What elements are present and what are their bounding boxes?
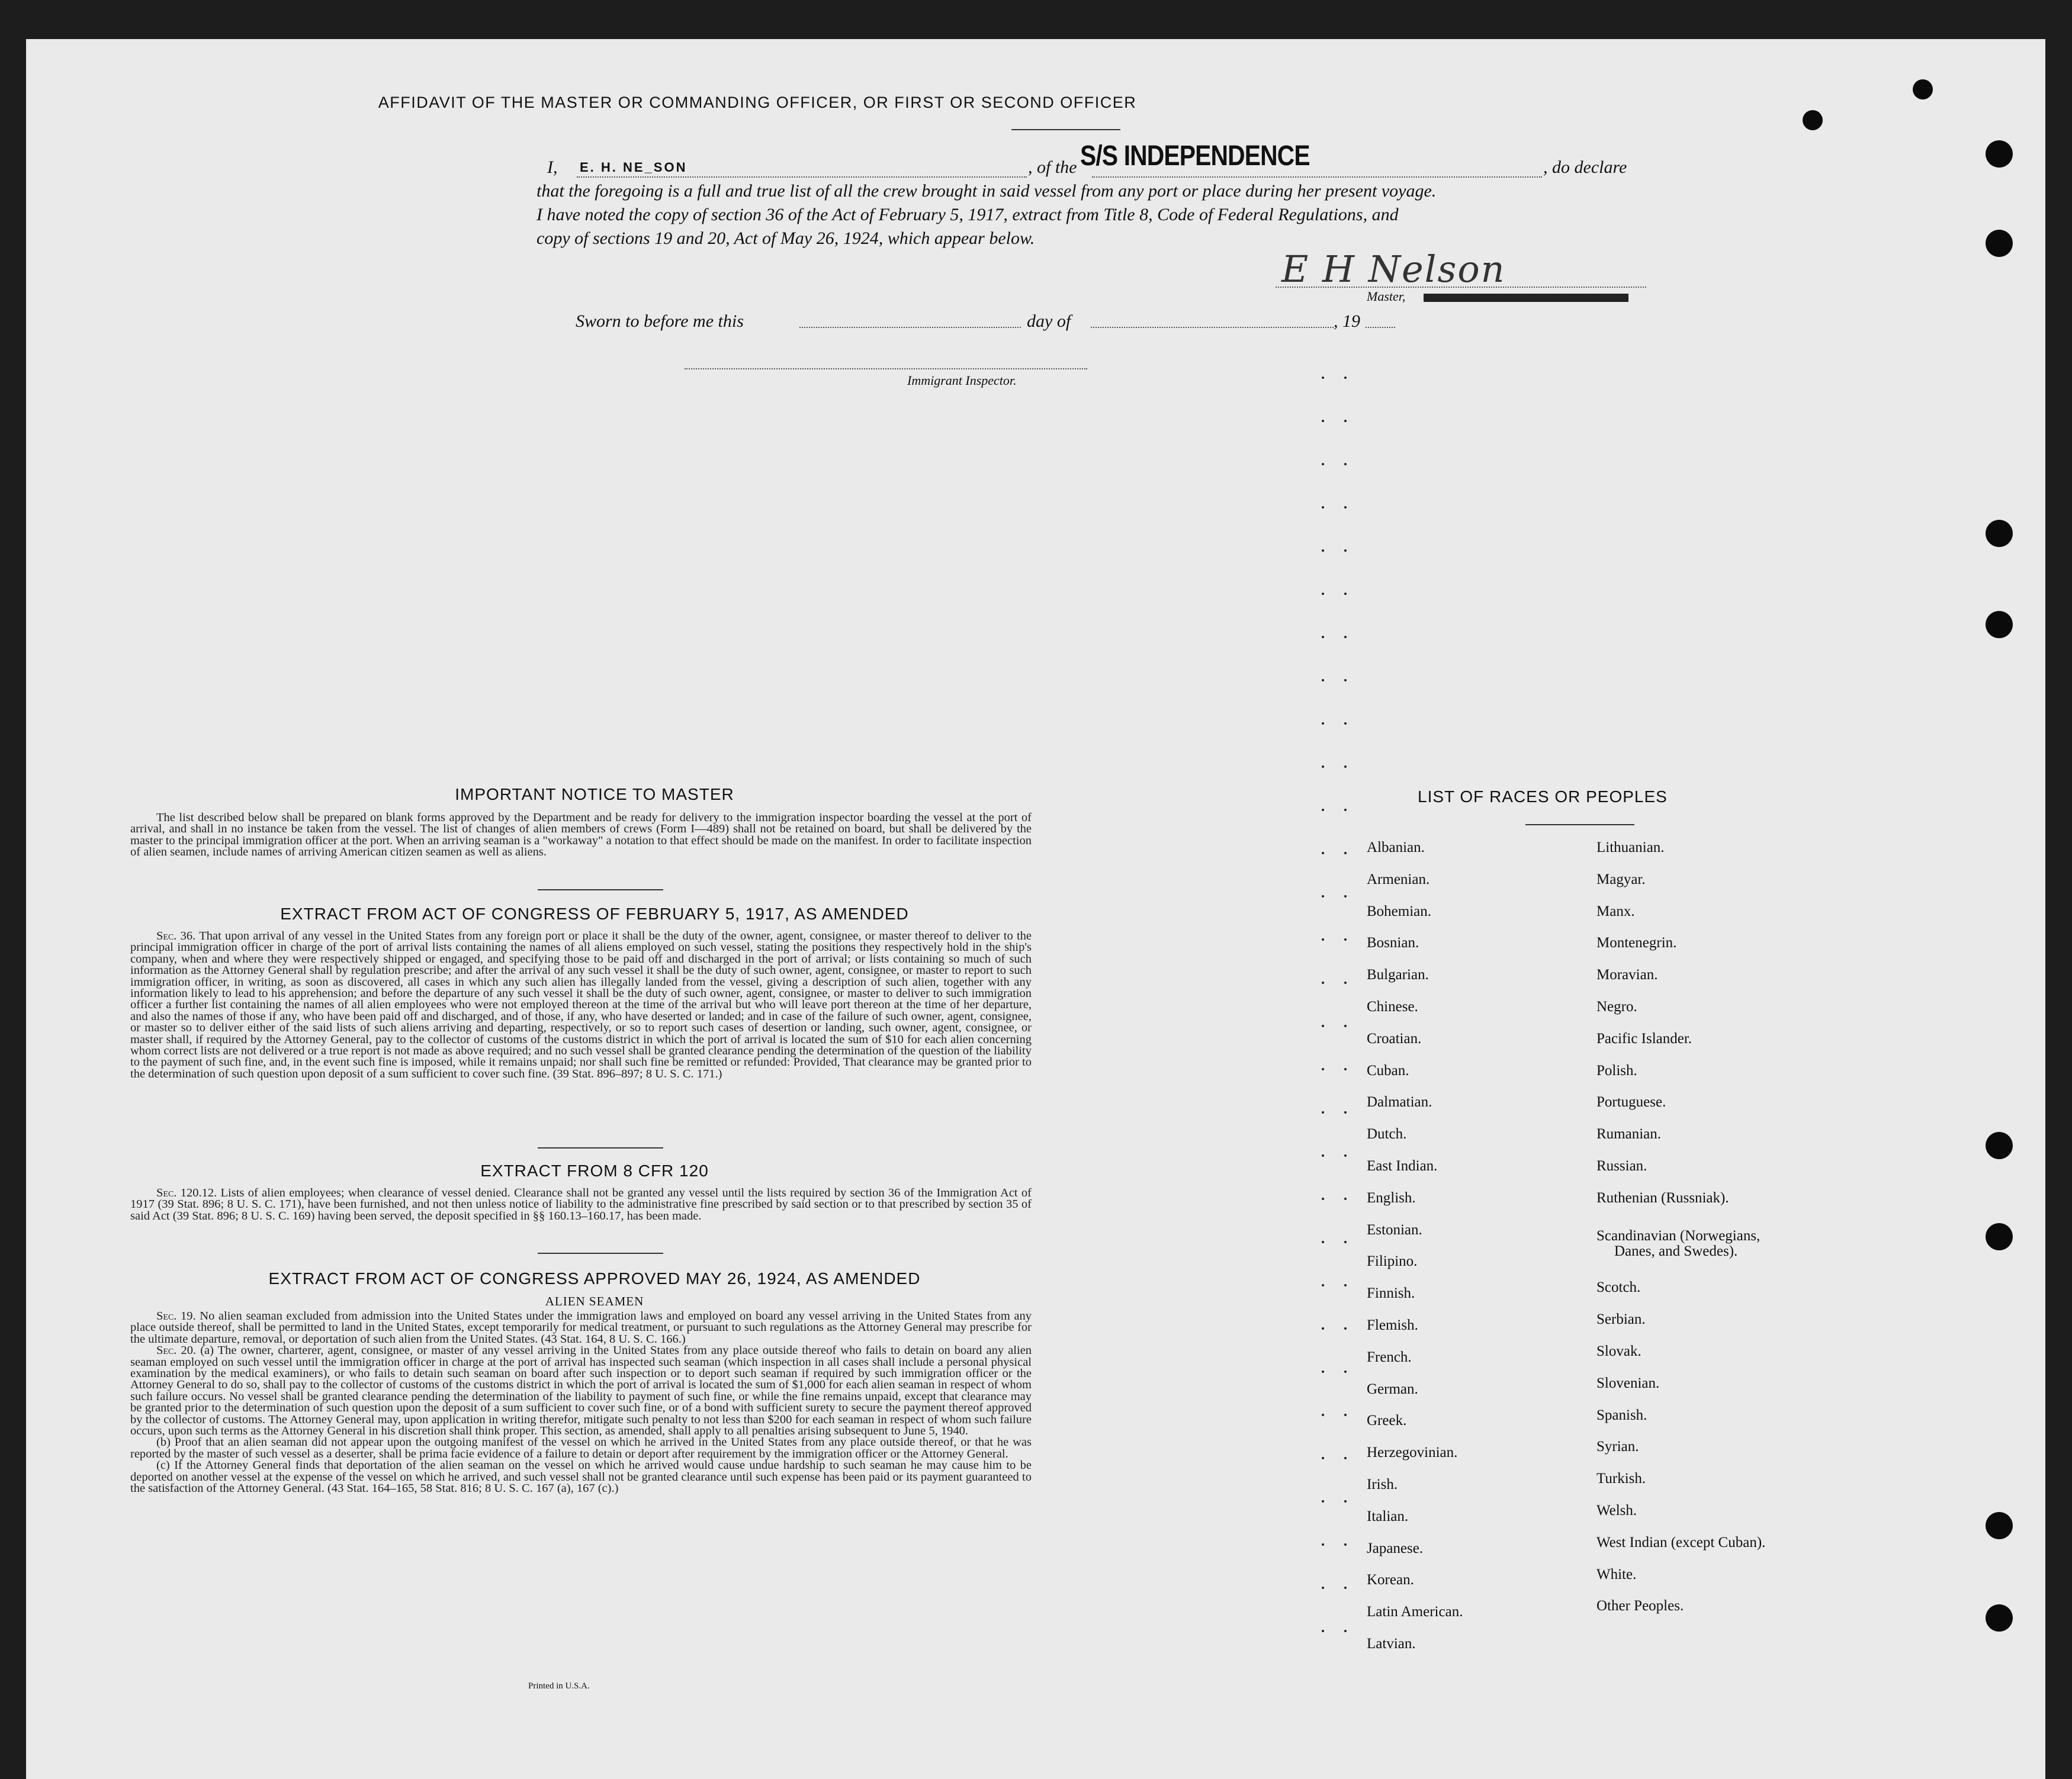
guide-dot: [1322, 722, 1324, 725]
guide-dot: [1344, 1154, 1347, 1157]
race-item: Danes, and Swedes).: [1614, 1243, 1738, 1259]
guide-dot: [1344, 1068, 1347, 1070]
race-item: English.: [1367, 1189, 1416, 1206]
signature-line: [1276, 287, 1646, 288]
title-divider: [1011, 129, 1120, 130]
race-item: Other Peoples.: [1596, 1598, 1684, 1614]
guide-dot: [1322, 1025, 1324, 1027]
guide-dot: [1322, 938, 1324, 941]
race-item: Serbian.: [1596, 1311, 1646, 1328]
extract-1917-title: EXTRACT FROM ACT OF CONGRESS OF FEBRUARY 5, 1917, AS AMENDED: [280, 905, 909, 923]
race-item: Bosnian.: [1367, 935, 1419, 951]
sec-120-label: Sec. 120.12.: [156, 1186, 217, 1199]
race-item: Ruthenian (Russniak).: [1596, 1189, 1729, 1206]
inspector-label: Immigrant Inspector.: [907, 373, 1017, 388]
sworn-month-line: [1091, 327, 1334, 328]
guide-dot: [1344, 1198, 1347, 1200]
race-item: West Indian (except Cuban).: [1596, 1534, 1766, 1550]
guide-dot: [1322, 895, 1324, 897]
guide-dot: [1344, 938, 1347, 941]
race-item: Albanian.: [1367, 839, 1425, 855]
sec-36-text: That upon arrival of any vessel in the United States from any foreign port or place it shall be the duty of the owner, agent, consignee, or master thereof to deliver to the principal immigration officer in charge of the port of arrival lists containing the names of all aliens employed on such vessel, stating the positions they respectively hold in the ship's company, when and where they were respectively shipped or engaged, and specifying those to be paid off and discharged in the port of arrival; or lists containing so much of such information as the Attorney General shall by regulation prescribe; and after the arrival of any such vessel it shall be the duty of such owner, agent, consignee, or master to report to such immigration officer, in writing, as soon as discovered, all cases in which any such alien has illegally landed from the vessel, giving a description of such alien, together with any information likely to lead to his apprehension; and before the departure of any such vessel it shall be the duty of such owner, agent, consignee, or master to deliver to such immigration officer a further list containing the names of all alien employees who were not employed thereon at the time of the arrival but who will leave port thereon at the time of her departure, and also the names of those if any, who have been paid off and discharged, and of those, if any, who have deserted or landed; and in case of the failure of such owner, agent, consignee, or master so to deliver either of the said lists of such aliens arriving and departing, respectively, or so to report such cases of desertion or landing, such owner, agent, consignee, or master shall, if required by the Attorney General, pay to the collector of customs of the customs district in which the port of arrival is located the sum of $10 for each alien concerning whom correct lists are not delivered or a true report is not made as above required; and no such vessel shall be granted clearance pending the determination of the question of the liability to the payment of such fine, and, in the event such fine is imposed, while it remains unpaid; nor shall such fine be remitted or refunded: Provided, That clearance may be granted prior to the determination of such question upon deposit of a sum sufficient to cover such fine. (39 Stat. 896–897; 8 U. S. C. 171.): [130, 929, 1032, 1080]
guide-dot: [1344, 1543, 1347, 1546]
race-item: Magyar.: [1596, 871, 1646, 887]
guide-dot: [1322, 765, 1324, 768]
guide-dot: [1344, 1327, 1347, 1330]
guide-dot: [1322, 377, 1324, 379]
guide-dot: [1344, 852, 1347, 854]
guide-dot: [1322, 1414, 1324, 1416]
race-item: Korean.: [1367, 1572, 1414, 1588]
guide-dot: [1322, 852, 1324, 854]
guide-dot: [1344, 1025, 1347, 1027]
struck-out-text: [1424, 294, 1628, 302]
race-item: Lithuanian.: [1596, 839, 1665, 855]
guide-dot: [1322, 1457, 1324, 1459]
race-item: Spanish.: [1596, 1407, 1647, 1423]
guide-dot: [1322, 506, 1324, 509]
guide-dot: [1344, 1111, 1347, 1114]
vessel-line: [1092, 176, 1542, 178]
race-item: Dutch.: [1367, 1126, 1407, 1143]
guide-dot: [1322, 420, 1324, 422]
race-item: Bulgarian.: [1367, 967, 1429, 983]
sec-120-text: Lists of alien employees; when clearance of vessel denied. Clearance shall not be granted any vessel until the lists required by section 36 of the Immigration Act of 1917 (39 Stat. 896; 8 U. S. C. 171), have been furnished, and not then unless notice of liability to the administrative fine prescribed by said section or to that prescribed by section 35 of said Act (39 Stat. 896; 8 U. S. C. 169) having been served, the deposit specified in §§ 160.13–160.17, has been made.: [130, 1186, 1032, 1223]
race-item: Latvian.: [1367, 1636, 1416, 1652]
guide-dot: [1322, 463, 1324, 465]
guide-dot: [1344, 895, 1347, 897]
race-item: White.: [1596, 1566, 1637, 1582]
year-line: [1366, 327, 1395, 328]
guide-dot: [1344, 679, 1347, 681]
race-item: French.: [1367, 1349, 1412, 1365]
day-of-label: day of: [1027, 311, 1071, 331]
guide-dot: [1344, 420, 1347, 422]
race-item: Rumanian.: [1596, 1126, 1662, 1143]
year-label: , 19: [1334, 311, 1360, 331]
sec-20a-text: (a) The owner, charterer, agent, consignee, or master of any vessel arriving in the United States from any place outside thereof who fails to detain on board any alien seaman employed on such vessel until the immigration officer in charge at the port of arrival has inspected such seaman (which inspection in all cases shall include a personal physical examination by the medical examiners), or who fails to detain such seaman on board after such inspection or to deport such seaman if required by such immigration officer or the Attorney General to do so, shall pay to the collector of customs of the customs district in which the port of arrival is located the sum of $1,000 for each alien seaman in respect of whom such failure occurs. No vessel shall be granted clearance pending the determination of the liability to payment of such fine, or while the fine remains unpaid, except that clearance may be granted prior to the determination of such question upon the deposit of a sum sufficient to cover such fine, or of a bond with sufficient surety to secure the payment thereof approved by the collector of customs. The Attorney General may, upon application in writing therefor, mitigate such penalty to not less than $200 for each seaman in respect of whom such failure occurs, upon such terms as the Attorney General in his discretion shall think proper. This section, as amended, shall apply to all penalties arising subsequent to June 5, 1940.: [130, 1344, 1032, 1438]
guide-dot: [1344, 636, 1347, 638]
extract-1924-title: EXTRACT FROM ACT OF CONGRESS APPROVED MAY 26, 1924, AS AMENDED: [268, 1269, 921, 1288]
guide-dot: [1322, 1500, 1324, 1503]
guide-dot: [1344, 463, 1347, 465]
race-item: Slovak.: [1596, 1343, 1641, 1359]
punch-hole: [1986, 230, 2013, 257]
race-item: Cuban.: [1367, 1062, 1409, 1079]
guide-dot: [1344, 809, 1347, 811]
race-item: Croatian.: [1367, 1030, 1422, 1047]
race-item: Scotch.: [1596, 1279, 1641, 1296]
extract-1917-text: [130, 931, 1032, 1080]
race-item: Moravian.: [1596, 967, 1658, 983]
guide-dot: [1344, 982, 1347, 984]
guide-dot: [1322, 549, 1324, 552]
race-item: Manx.: [1596, 903, 1635, 919]
race-item: Herzegovinian.: [1367, 1445, 1458, 1461]
sec-20-label: Sec. 20.: [156, 1344, 197, 1357]
punch-hole: [1986, 1223, 2013, 1250]
guide-dot: [1344, 1371, 1347, 1373]
race-item: Bohemian.: [1367, 903, 1432, 919]
guide-dot: [1322, 1630, 1324, 1632]
printed-label: Printed in U.S.A.: [528, 1681, 590, 1691]
race-item: Italian.: [1367, 1508, 1409, 1524]
cfr-title: EXTRACT FROM 8 CFR 120: [480, 1162, 709, 1180]
race-item: Dalmatian.: [1367, 1094, 1432, 1111]
guide-dot: [1344, 1284, 1347, 1286]
do-declare-label: , do declare: [1543, 157, 1627, 177]
race-item: Japanese.: [1367, 1540, 1424, 1556]
race-item: Welsh.: [1596, 1503, 1637, 1519]
guide-dot: [1344, 593, 1347, 595]
race-item: Syrian.: [1596, 1439, 1639, 1455]
notice-text: [130, 812, 1032, 858]
race-item: Scandinavian (Norwegians,: [1596, 1227, 1761, 1244]
cfr-text: [130, 1188, 1032, 1222]
guide-dot: [1322, 679, 1324, 681]
notice-divider: [538, 889, 663, 890]
signature-title: Master,: [1367, 289, 1406, 304]
cfr-divider: [538, 1253, 663, 1254]
guide-dot: [1322, 593, 1324, 595]
notice-paragraph: The list described below shall be prepared on blank forms approved by the Department and be ready for delivery to the immigration inspector boarding the vessel at the port of arrival, and shall in no instance be taken from the vessel. The list of changes of alien members of crews (Form I—489) shall not be retained on board, but shall be delivered by the master to the principal immigration officer at the port. When an arriving seaman is a "workaway" a notation to that effect should be made on the manifest. In order to facilitate inspection of alien seamen, include names of arriving American citizen seamen as well as aliens.: [130, 811, 1032, 859]
inspector-line: [685, 368, 1087, 369]
master-signature: E H Nelson: [1281, 247, 1506, 291]
race-item: Pacific Islander.: [1596, 1030, 1692, 1047]
guide-dot: [1322, 636, 1324, 638]
race-item: Flemish.: [1367, 1317, 1418, 1333]
extract-1917-divider: [538, 1147, 663, 1149]
guide-dot: [1322, 982, 1324, 984]
guide-dot: [1322, 1284, 1324, 1286]
guide-dot: [1344, 1414, 1347, 1416]
alien-seamen-subtitle: ALIEN SEAMEN: [545, 1294, 644, 1308]
sworn-label: Sworn to before me this: [576, 311, 744, 331]
punch-hole: [1986, 611, 2013, 638]
race-item: Filipino.: [1367, 1253, 1418, 1270]
race-item: Greek.: [1367, 1413, 1407, 1429]
vessel-name: S/S INDEPENDENCE: [1080, 140, 1310, 172]
race-item: Polish.: [1596, 1062, 1637, 1079]
notice-title: IMPORTANT NOTICE TO MASTER: [455, 785, 734, 803]
guide-dot: [1322, 1543, 1324, 1546]
races-divider: [1525, 824, 1634, 825]
guide-dot: [1322, 1587, 1324, 1589]
affidavit-line-2: that the foregoing is a full and true list of all the crew brought in said vessel from any port or place during her present voyage.: [537, 181, 1437, 201]
guide-dot: [1344, 506, 1347, 509]
guide-dot: [1322, 1327, 1324, 1330]
races-title: LIST OF RACES OR PEOPLES: [1418, 787, 1668, 806]
punch-hole: [1803, 110, 1823, 130]
guide-dot: [1344, 722, 1347, 725]
race-item: Turkish.: [1596, 1471, 1646, 1487]
guide-dot: [1322, 809, 1324, 811]
master-name: E. H. NE_SON: [580, 160, 688, 175]
race-item: Negro.: [1596, 999, 1637, 1015]
guide-dot: [1344, 1630, 1347, 1632]
document-page: [26, 39, 2045, 1779]
affidavit-prefix: I,: [547, 157, 558, 177]
sec-20b-text: (b) Proof that an alien seaman did not appear upon the outgoing manifest of the vessel on which he arrived in the United States from any place outside thereof, or that he was reported by the master of such vessel as a deserter, shall be prima facie evidence of a failure to detain or deport after requirement by the immigration officer or the Attorney General.: [130, 1436, 1032, 1460]
race-item: Chinese.: [1367, 999, 1418, 1015]
guide-dot: [1322, 1198, 1324, 1200]
sec-19-label: Sec. 19.: [156, 1310, 196, 1323]
punch-hole: [1913, 79, 1933, 99]
guide-dot: [1344, 765, 1347, 768]
affidavit-title: AFFIDAVIT OF THE MASTER OR COMMANDING OFFICER, OR FIRST OR SECOND OFFICER: [378, 94, 1137, 111]
guide-dot: [1344, 1587, 1347, 1589]
of-the-label: , of the: [1028, 157, 1077, 177]
punch-hole: [1986, 1132, 2013, 1159]
guide-dot: [1322, 1241, 1324, 1243]
affidavit-line-4: copy of sections 19 and 20, Act of May 26, 1924, which appear below.: [537, 229, 1035, 248]
race-item: Estonian.: [1367, 1221, 1422, 1238]
punch-hole: [1986, 1512, 2013, 1539]
guide-dot: [1322, 1111, 1324, 1114]
race-item: Finnish.: [1367, 1285, 1415, 1302]
race-item: East Indian.: [1367, 1158, 1438, 1174]
extract-1924-text: [130, 1311, 1032, 1495]
punch-hole: [1986, 520, 2013, 547]
race-item: Latin American.: [1367, 1604, 1463, 1620]
race-item: Portuguese.: [1596, 1094, 1666, 1111]
race-item: Irish.: [1367, 1476, 1398, 1492]
guide-dot: [1344, 549, 1347, 552]
sec-20c-text: (c) If the Attorney General finds that deportation of the alien seaman on the vessel on which he arrived would cause undue hardship to such seaman he may cause him to be deported on another vessel at the expense of the vessel on which he arrived, and such vessel shall not be granted clearance until such expense has been paid or its payment guaranteed to the satisfaction of the Attorney General. (43 Stat. 164–165, 58 Stat. 816; 8 U. S. C. 167 (a), 167 (c).): [130, 1459, 1032, 1495]
punch-hole: [1986, 140, 2013, 168]
sec-19-text: No alien seaman excluded from admission into the United States under the immigration laws and employed on board any vessel arriving in the United States from any place outside thereof, shall be permitted to land in the United States, except temporarily for medical treatment, or pursuant to such regulations as the Attorney General may prescribe for the ultimate departure, removal, or deportation of such alien from the United States. (43 Stat. 164, 8 U. S. C. 166.): [130, 1310, 1032, 1346]
race-item: Montenegrin.: [1596, 935, 1677, 951]
race-item: Armenian.: [1367, 871, 1430, 887]
guide-dot: [1322, 1068, 1324, 1070]
sec-36-label: Sec. 36.: [156, 929, 196, 942]
guide-dot: [1344, 377, 1347, 379]
race-item: German.: [1367, 1381, 1418, 1397]
race-item: Slovenian.: [1596, 1375, 1660, 1391]
guide-dot: [1322, 1154, 1324, 1157]
guide-dot: [1344, 1241, 1347, 1243]
affidavit-line-3: I have noted the copy of section 36 of the Act of February 5, 1917, extract from Title 8, Code of Federal Regulations, and: [537, 205, 1399, 224]
race-item: Russian.: [1596, 1158, 1647, 1174]
name-line: [577, 176, 1027, 178]
punch-hole: [1986, 1604, 2013, 1632]
guide-dot: [1344, 1500, 1347, 1503]
sworn-day-line: [799, 327, 1021, 328]
guide-dot: [1344, 1457, 1347, 1459]
guide-dot: [1322, 1371, 1324, 1373]
